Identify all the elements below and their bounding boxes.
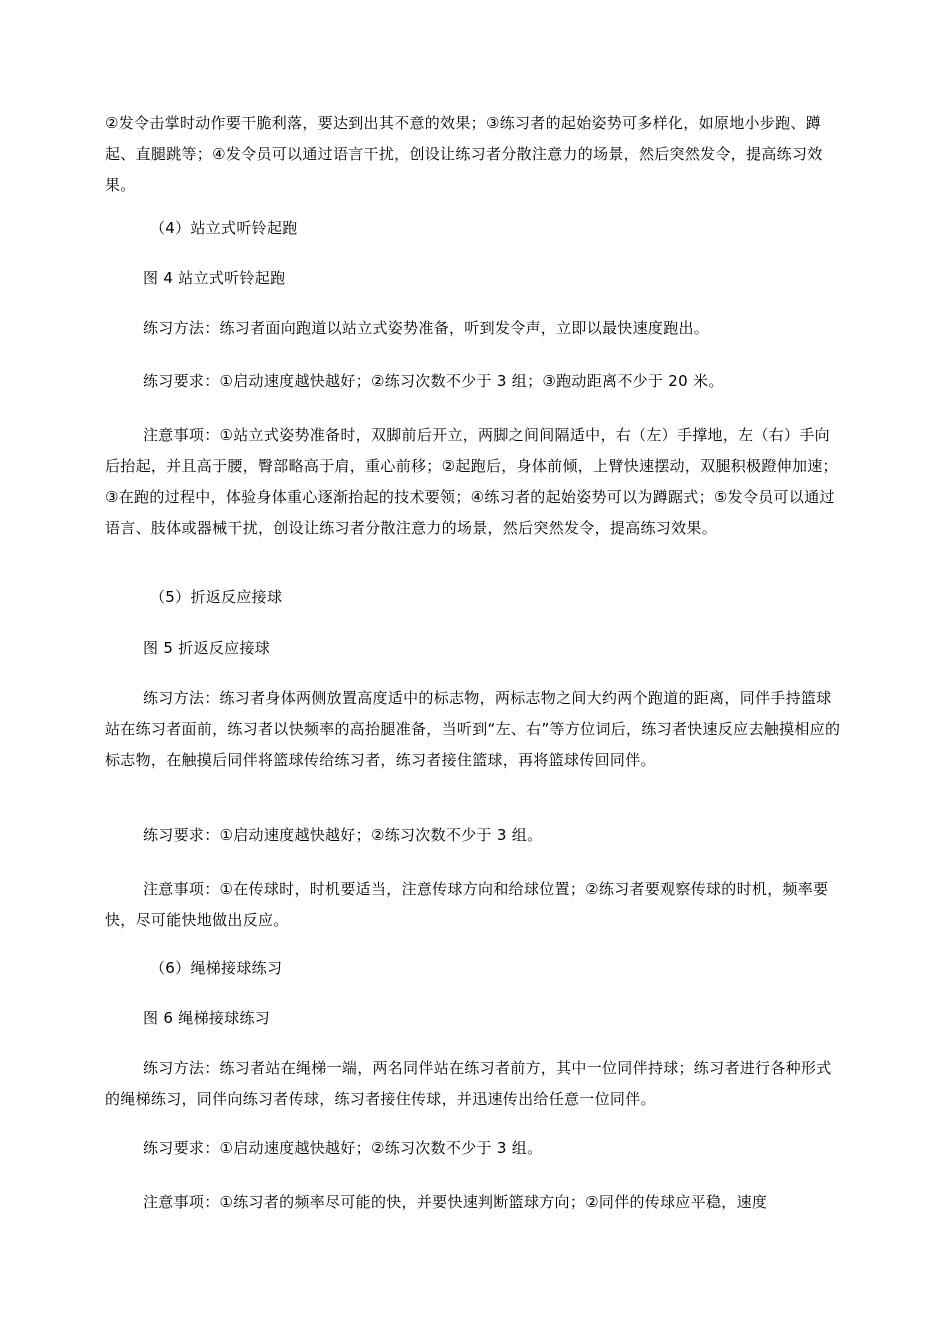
paragraph-requirements-5: 练习要求：①启动速度越快越好；②练习次数不少于 3 组。 [143, 826, 543, 844]
paragraph-start-signal-notes: ②发令击掌时动作要干脆利落，要达到出其不意的效果；③练习者的起始姿势可多样化，如原地小步跑、蹲起、直腿跳等；④发令员可以通过语言干扰，创设让练习者分散注意力的场景，然后突然发令，提高练习效果。 [105, 114, 823, 194]
section-heading-4: （4）站立式听铃起跑 [150, 219, 298, 237]
section-heading-6: （6）绳梯接球练习 [150, 959, 283, 977]
paragraph-method-4: 练习方法：练习者面向跑道以站立式姿势准备，听到发令声，立即以最快速度跑出。 [143, 319, 710, 337]
section-heading-5: （5）折返反应接球 [150, 588, 283, 606]
paragraph-requirements-6: 练习要求：①启动速度越快越好；②练习次数不少于 3 组。 [143, 1139, 543, 1157]
paragraph-method-6: 练习方法：练习者站在绳梯一端，两名同伴站在练习者前方，其中一位同伴持球；练习者进行各种形式的绳梯练习，同伴向练习者传球，练习者接住传球，并迅速传出给任意一位同伴。 [105, 1059, 832, 1108]
paragraph-method-5: 练习方法：练习者身体两侧放置高度适中的标志物，两标志物之间大约两个跑道的距离，同伴手持篮球站在练习者面前，练习者以快频率的高抬腿准备，当听到“左、右”等方位词后，练习者快速反应去触摸相应的标志物，在触摸后同伴将篮球传给练习者，练习者接住篮球，再将篮球传回同伴。 [105, 689, 841, 769]
paragraph-notes-4: 注意事项：①站立式姿势准备时，双脚前后开立，两脚之间间隔适中，右（左）手撑地，左（右）手向后抬起，并且高于腰，臀部略高于肩，重心前移；②起跑后，身体前倾，上臂快速摆动，双腿积极蹬伸加速；③在跑的过程中，体验身体重心逐渐抬起的技术要领；④练习者的起始姿势可以为蹲踞式；⑤发令员可以通过语言、肢体或器械干扰，创设让练习者分散注意力的场景，然后突然发令，提高练习效果。 [105, 426, 838, 537]
paragraph-notes-6: 注意事项：①练习者的频率尽可能的快，并要快速判断篮球方向；②同伴的传球应平稳，速度 [143, 1193, 768, 1211]
figure-caption-5: 图 5 折返反应接球 [143, 639, 271, 657]
paragraph-notes-5: 注意事项：①在传球时，时机要适当，注意传球方向和给球位置；②练习者要观察传球的时机，频率要快，尽可能快地做出反应。 [105, 880, 829, 929]
figure-caption-4: 图 4 站立式听铃起跑 [143, 269, 286, 287]
paragraph-requirements-4: 练习要求：①启动速度越快越好；②练习次数不少于 3 组；③跑动距离不少于 20 米。 [143, 372, 724, 390]
figure-caption-6: 图 6 绳梯接球练习 [143, 1009, 271, 1027]
